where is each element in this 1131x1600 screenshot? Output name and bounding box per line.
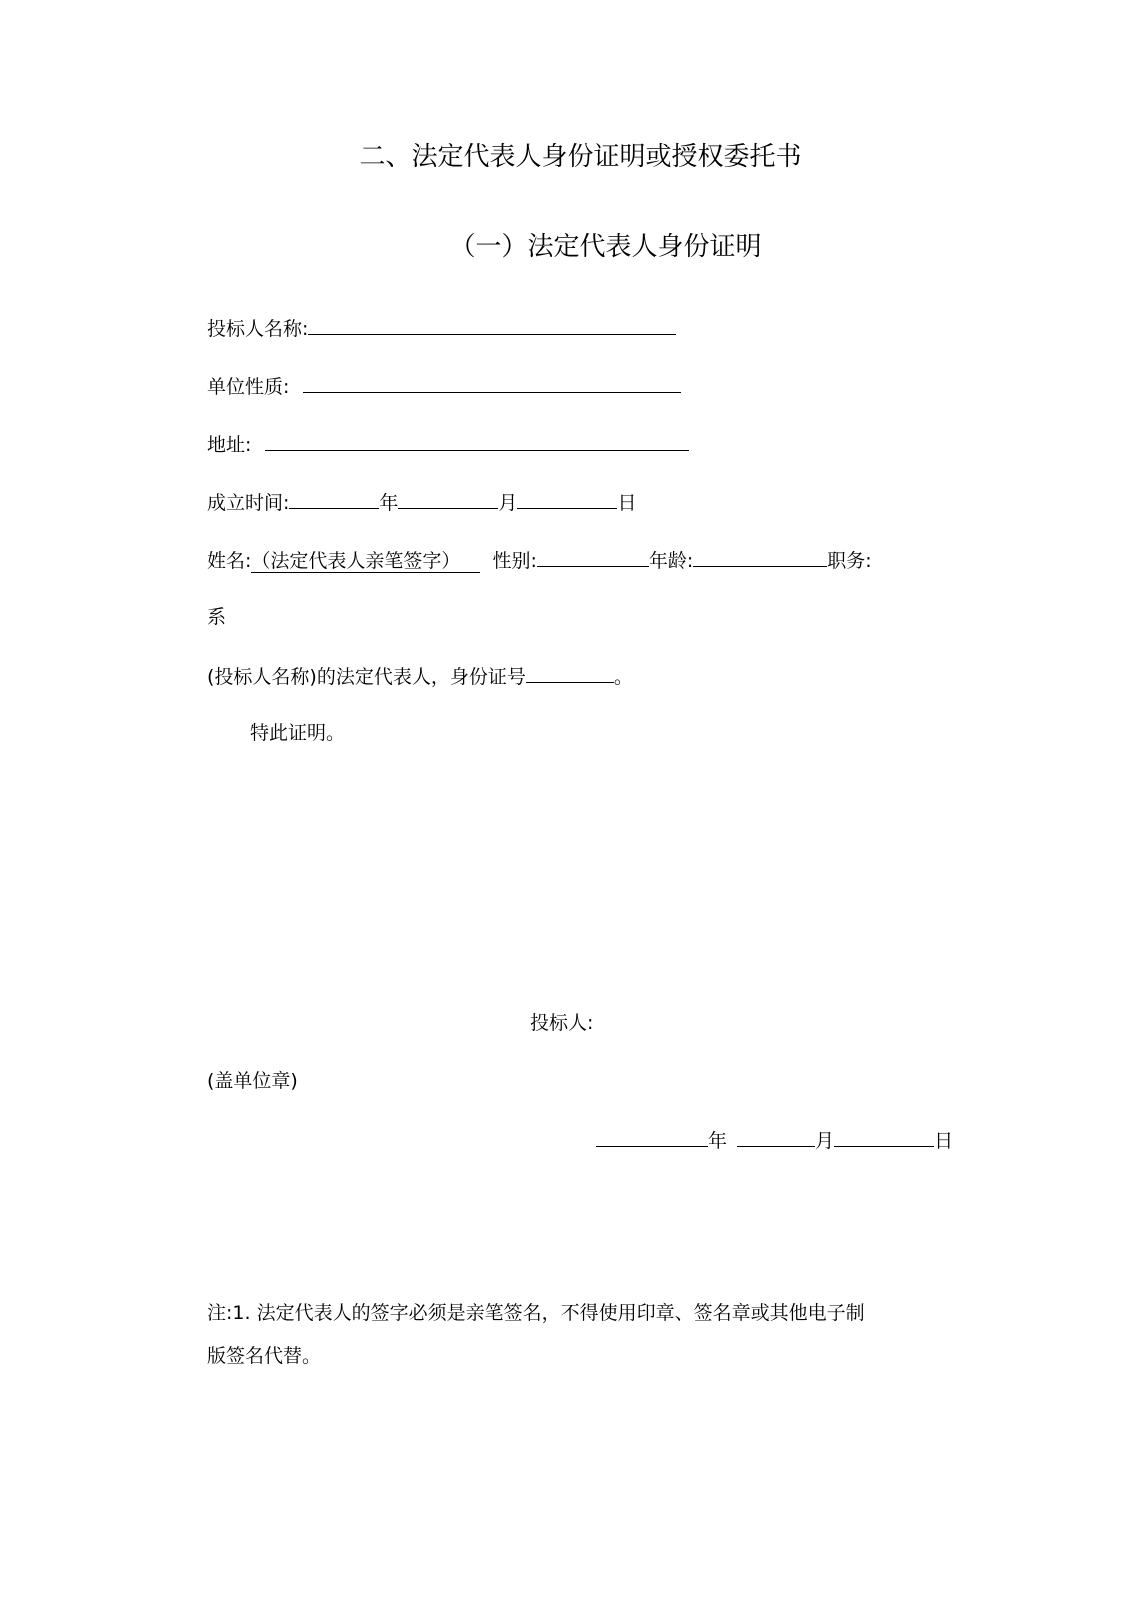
unit-nature-row — [207, 372, 681, 400]
established-month-label: 月 — [498, 492, 518, 514]
gender-blank[interactable] — [537, 546, 649, 567]
page-subheading: （一）法定代表人身份证明 — [449, 232, 762, 262]
bidder-name-blank[interactable] — [308, 314, 676, 335]
unit-nature-blank[interactable] — [303, 372, 681, 393]
signature-year-blank[interactable] — [596, 1126, 708, 1147]
page-heading: 二、法定代表人身份证明或授权委托书 — [359, 142, 802, 172]
seal-text: (盖单位章) — [207, 1070, 298, 1092]
signature-month-blank[interactable] — [737, 1126, 815, 1147]
signature-day-blank[interactable] — [834, 1126, 934, 1147]
position-label: 职务: — [827, 550, 872, 572]
established-label: 成立时间: — [207, 492, 290, 514]
statement-row — [207, 662, 633, 690]
statement-suffix: 。 — [613, 666, 633, 688]
signature-month-label: 月 — [815, 1130, 835, 1152]
person-row — [207, 546, 872, 574]
bidder-name-label: 投标人名称: — [207, 318, 309, 340]
established-month-blank[interactable] — [398, 488, 498, 509]
id-number-blank[interactable] — [526, 662, 614, 683]
signature-date-row — [596, 1126, 953, 1154]
xi-text: 系 — [207, 606, 227, 628]
signature-year-label: 年 — [708, 1130, 728, 1152]
age-label: 年龄: — [648, 550, 694, 572]
age-blank[interactable] — [693, 546, 827, 567]
address-row — [207, 430, 689, 458]
name-signature-hint[interactable]: （法定代表人亲笔签字） — [251, 550, 480, 573]
gender-label: 性别: — [492, 550, 537, 572]
hereby-text: 特此证明。 — [250, 722, 346, 744]
established-year-blank[interactable] — [289, 488, 379, 509]
established-row — [207, 488, 636, 516]
unit-nature-label: 单位性质: — [207, 376, 290, 398]
address-blank[interactable] — [265, 430, 689, 451]
signature-day-label: 日 — [934, 1130, 954, 1152]
statement-prefix: (投标人名称)的法定代表人，身份证号 — [207, 666, 526, 688]
established-day-label: 日 — [617, 492, 637, 514]
established-year-label: 年 — [379, 492, 399, 514]
note-line-1: 注:1. 法定代表人的签字必须是亲笔签名，不得使用印章、签名章或其他电子制 — [207, 1302, 865, 1324]
bidder-signature-label: 投标人: — [530, 1012, 594, 1034]
note-line-2: 版签名代替。 — [207, 1345, 322, 1367]
bidder-name-row — [207, 314, 676, 342]
established-day-blank[interactable] — [517, 488, 617, 509]
address-label: 地址: — [207, 434, 252, 456]
name-label: 姓名: — [207, 550, 252, 572]
